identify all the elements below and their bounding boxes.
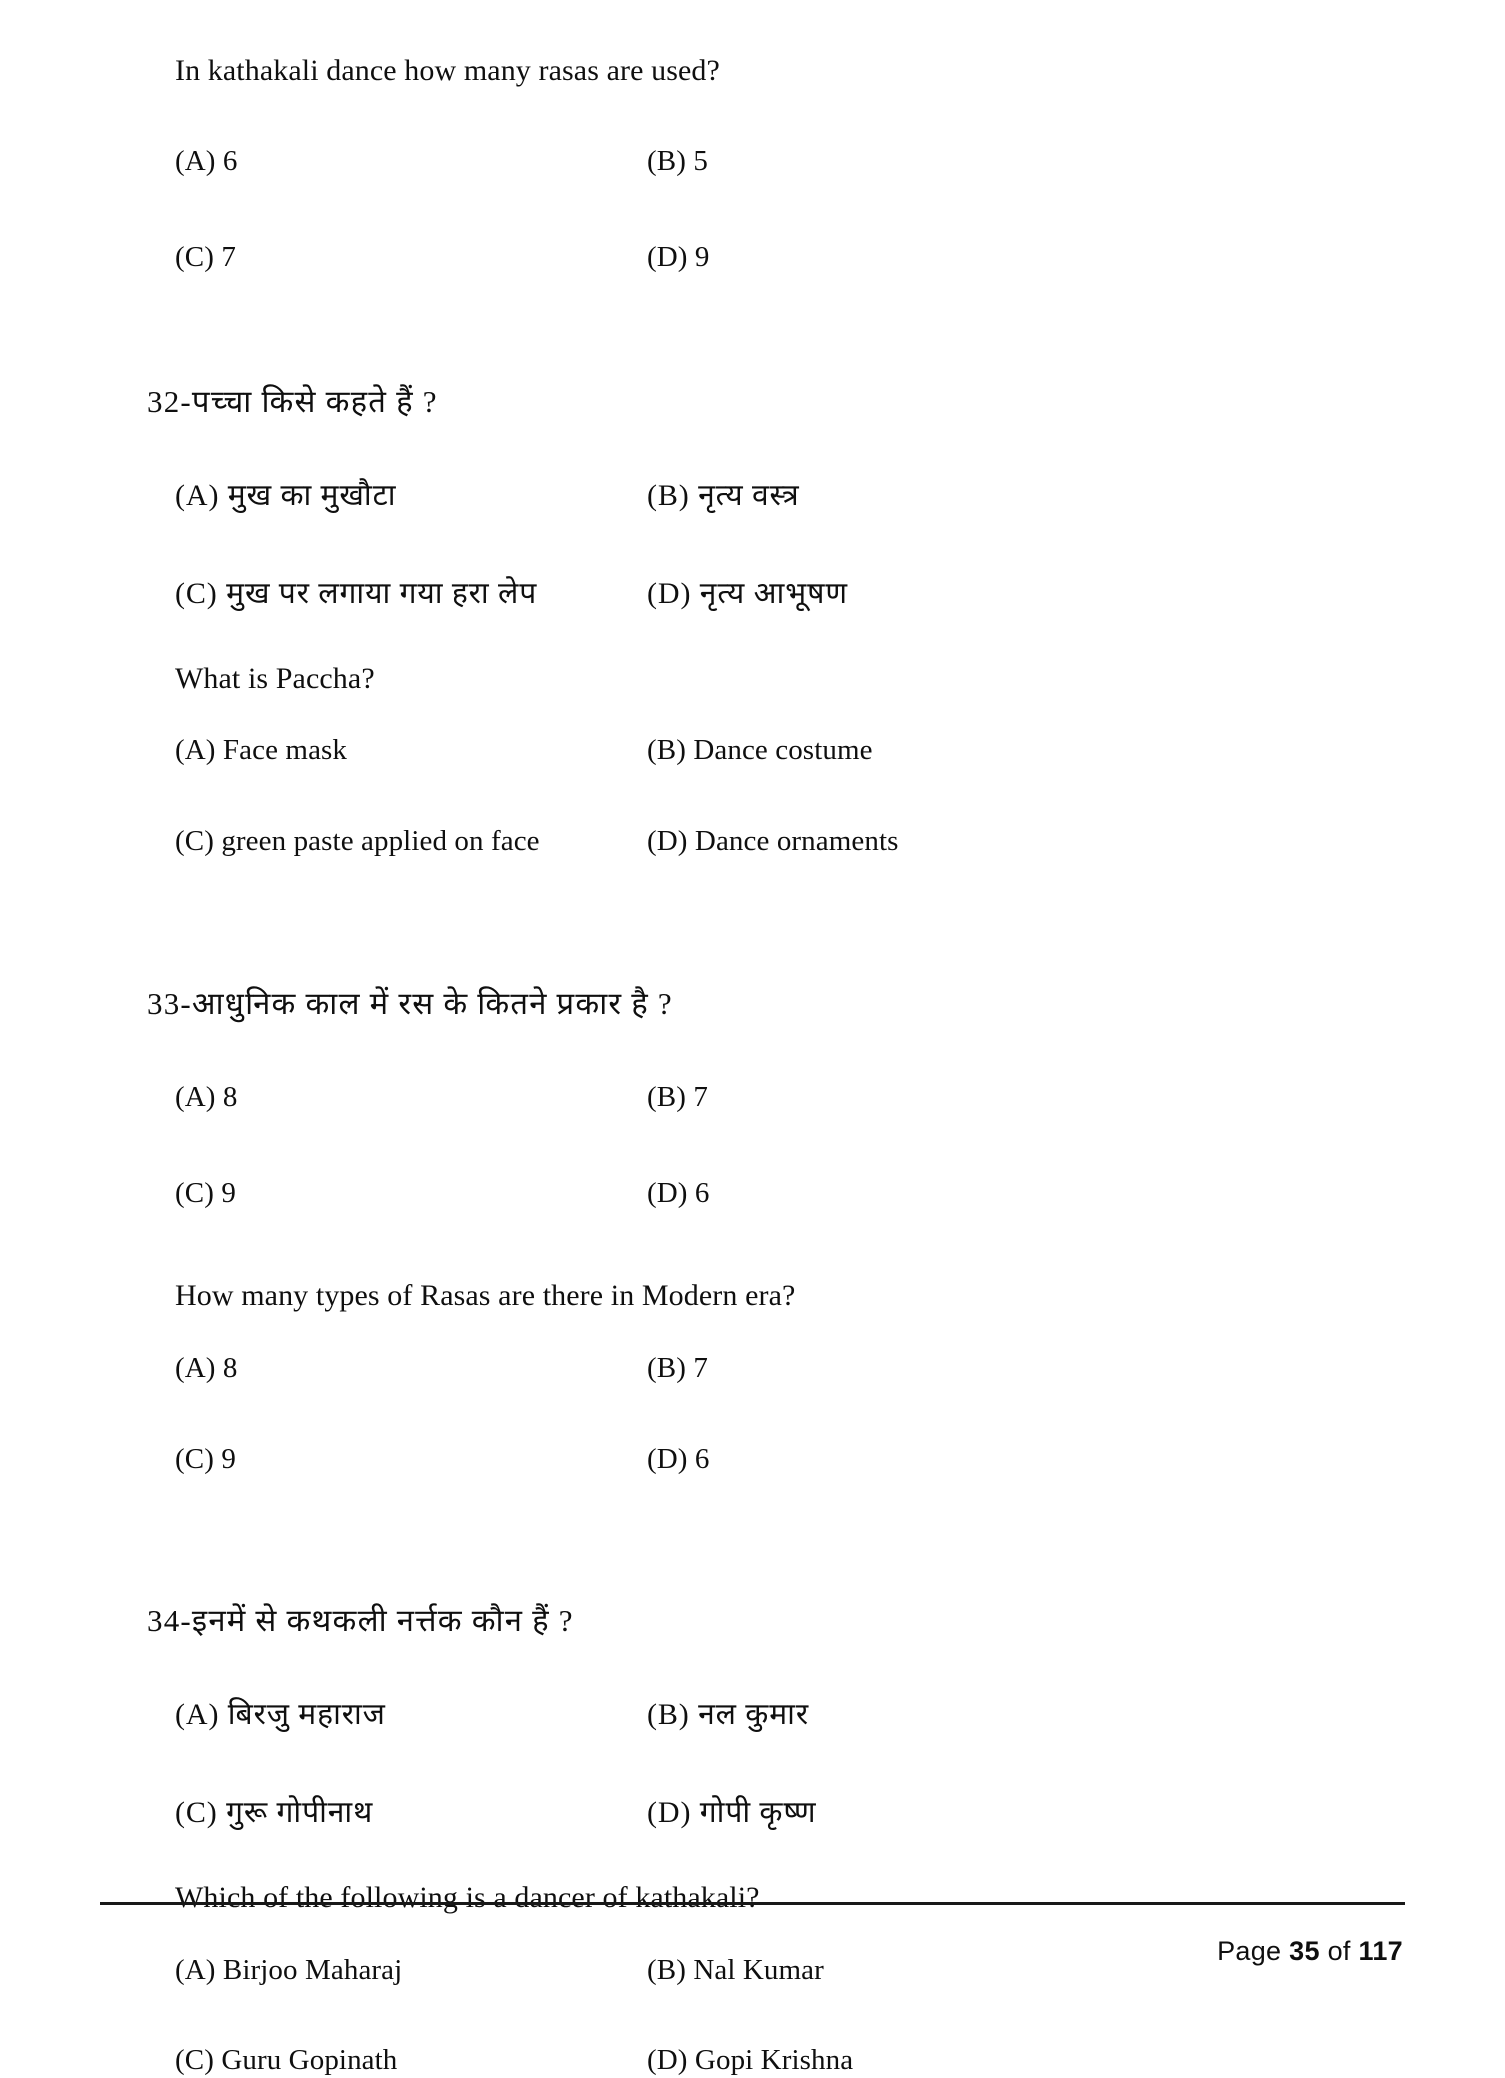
option-a-text: 8 xyxy=(222,1080,238,1113)
option-c[interactable] xyxy=(175,576,647,612)
option-b[interactable] xyxy=(647,478,800,514)
option-d-text: गोपी कृष्ण xyxy=(699,1796,817,1830)
option-row xyxy=(175,1176,1355,1211)
option-b-label: (B) xyxy=(647,734,686,767)
option-a-text: बिरजु महाराज xyxy=(227,1698,386,1732)
question-block-33 xyxy=(147,985,1355,1476)
hindi-option-list-34 xyxy=(175,1697,1355,1831)
option-c-label: (C) xyxy=(175,2044,214,2077)
footer-middle: of xyxy=(1319,1936,1359,1966)
option-c-text: 7 xyxy=(221,241,236,274)
option-b[interactable] xyxy=(647,1351,708,1386)
option-d-text: Dance ornaments xyxy=(694,825,899,858)
option-d-text: 6 xyxy=(694,1442,710,1475)
option-b-text: Dance costume xyxy=(693,734,873,767)
option-c-text: गुरू गोपीनाथ xyxy=(226,1796,374,1830)
option-row xyxy=(175,1442,1355,1477)
option-c-label: (C) xyxy=(175,241,214,274)
option-b-label: (B) xyxy=(647,1953,686,1986)
option-b-label: (B) xyxy=(647,1080,686,1113)
option-row xyxy=(175,144,1355,179)
option-c[interactable] xyxy=(175,1795,647,1831)
option-b[interactable] xyxy=(647,1953,824,1988)
option-a-label: (A) xyxy=(175,1953,216,1986)
option-d[interactable] xyxy=(647,1795,817,1831)
option-row xyxy=(175,1697,1355,1733)
option-c-label: (C) xyxy=(175,1442,214,1475)
page-content xyxy=(147,52,1355,2078)
option-b-text: 7 xyxy=(693,1080,708,1113)
option-a[interactable] xyxy=(175,1953,647,1988)
option-c-label: (C) xyxy=(175,825,214,858)
option-row xyxy=(175,576,1355,612)
option-a-label: (A) xyxy=(175,1698,220,1732)
question-block-32 xyxy=(147,383,1355,859)
option-a-label: (A) xyxy=(175,1351,216,1384)
option-d[interactable] xyxy=(647,1176,710,1211)
option-d-text: 6 xyxy=(694,1177,710,1210)
option-b[interactable] xyxy=(647,1080,708,1115)
option-a-text: Birjoo Maharaj xyxy=(222,1953,403,1986)
option-d-label: (D) xyxy=(647,241,688,274)
option-row xyxy=(175,1080,1355,1115)
option-a-label: (A) xyxy=(175,734,216,767)
option-b-label: (B) xyxy=(647,478,690,512)
option-a[interactable] xyxy=(175,1351,647,1386)
option-b-text: नृत्य वस्त्र xyxy=(698,478,800,512)
option-c-label: (C) xyxy=(175,576,218,610)
english-question-stem: In kathakali dance how many rasas are used? xyxy=(175,54,720,87)
option-d-text: Gopi Krishna xyxy=(694,2044,854,2077)
option-row xyxy=(175,478,1355,514)
option-a-label: (A) xyxy=(175,1080,216,1113)
question-32-english-stem: What is Paccha? xyxy=(175,661,375,695)
option-d-label: (D) xyxy=(647,2044,688,2077)
option-row xyxy=(175,733,1355,768)
option-c-text: मुख पर लगाया गया हरा लेप xyxy=(226,576,538,610)
option-d[interactable] xyxy=(647,576,848,612)
question-block-34 xyxy=(147,1602,1355,2078)
option-a-text: Face mask xyxy=(222,734,348,767)
option-row xyxy=(175,1953,1355,1988)
option-c-label: (C) xyxy=(175,1796,218,1830)
option-list xyxy=(175,144,1355,276)
english-option-list-32 xyxy=(175,733,1355,859)
option-row xyxy=(175,824,1355,859)
footer-current-page: 35 xyxy=(1289,1936,1320,1966)
footer-prefix: Page xyxy=(1217,1936,1290,1966)
block-spacer xyxy=(175,859,1355,937)
option-b-label: (B) xyxy=(647,144,686,177)
option-a[interactable] xyxy=(175,478,647,514)
option-b-text: 7 xyxy=(693,1351,708,1384)
option-c-text: Guru Gopinath xyxy=(221,2044,398,2077)
block-spacer xyxy=(175,275,1355,353)
question-33-english-stem: How many types of Rasas are there in Modern era? xyxy=(175,1279,796,1313)
hindi-option-list-33 xyxy=(175,1080,1355,1212)
option-d[interactable] xyxy=(647,1442,710,1477)
question-33-hindi-heading: 33-आधुनिक काल में रस के कितने प्रकार है ? xyxy=(147,985,673,1021)
option-row xyxy=(175,1795,1355,1831)
block-spacer xyxy=(175,1476,1355,1554)
option-a-text: 8 xyxy=(222,1351,238,1384)
option-d-label: (D) xyxy=(647,576,692,610)
option-d-label: (D) xyxy=(647,1442,688,1475)
option-c-text: green paste applied on face xyxy=(221,825,540,858)
option-b-text: 5 xyxy=(693,144,708,177)
question-34-hindi-heading: 34-इनमें से कथकली नर्त्तक कौन हैं ? xyxy=(147,1603,574,1639)
option-a-label: (A) xyxy=(175,144,216,177)
option-row xyxy=(175,2043,1355,2078)
option-a-text: 6 xyxy=(222,144,238,177)
option-a[interactable] xyxy=(175,1080,647,1115)
option-row xyxy=(175,240,1355,275)
option-c[interactable] xyxy=(175,1442,647,1477)
option-b-text: नल कुमार xyxy=(698,1698,810,1732)
option-b-label: (B) xyxy=(647,1698,690,1732)
option-b[interactable] xyxy=(647,1697,809,1733)
option-row xyxy=(175,1351,1355,1386)
option-d-text: नृत्य आभूषण xyxy=(699,576,848,610)
option-c[interactable] xyxy=(175,824,647,859)
option-c[interactable] xyxy=(175,2043,647,2078)
option-b[interactable] xyxy=(647,733,873,768)
option-d-label: (D) xyxy=(647,825,688,858)
option-b-label: (B) xyxy=(647,1351,686,1384)
option-b[interactable] xyxy=(647,144,708,179)
option-d-text: 9 xyxy=(694,241,710,274)
option-a[interactable] xyxy=(175,144,647,179)
option-c[interactable] xyxy=(175,1176,647,1211)
option-d-label: (D) xyxy=(647,1796,692,1830)
english-option-list-33 xyxy=(175,1351,1355,1477)
footer-total-pages: 117 xyxy=(1358,1936,1403,1966)
page-footer xyxy=(1217,1936,1403,1967)
footer-divider xyxy=(100,1902,1405,1905)
option-b-text: Nal Kumar xyxy=(693,1953,824,1986)
option-a[interactable] xyxy=(175,1697,647,1733)
hindi-option-list-32 xyxy=(175,478,1355,612)
question-32-hindi-heading: 32-पच्चा किसे कहते हैं ? xyxy=(147,384,438,420)
option-c-text: 9 xyxy=(221,1177,236,1210)
option-d[interactable] xyxy=(647,824,899,859)
option-c[interactable] xyxy=(175,240,647,275)
option-a[interactable] xyxy=(175,733,647,768)
option-a-label: (A) xyxy=(175,478,220,512)
option-a-text: मुख का मुखौटा xyxy=(227,478,397,512)
option-c-text: 9 xyxy=(221,1442,236,1475)
question-34-english-stem: Which of the following is a dancer of kathakali? xyxy=(175,1881,760,1915)
english-option-list-34 xyxy=(175,1953,1355,2078)
option-d[interactable] xyxy=(647,240,710,275)
option-d[interactable] xyxy=(647,2043,853,2078)
option-c-label: (C) xyxy=(175,1177,214,1210)
option-d-label: (D) xyxy=(647,1177,688,1210)
question-block-31-english-tail xyxy=(175,52,1355,275)
